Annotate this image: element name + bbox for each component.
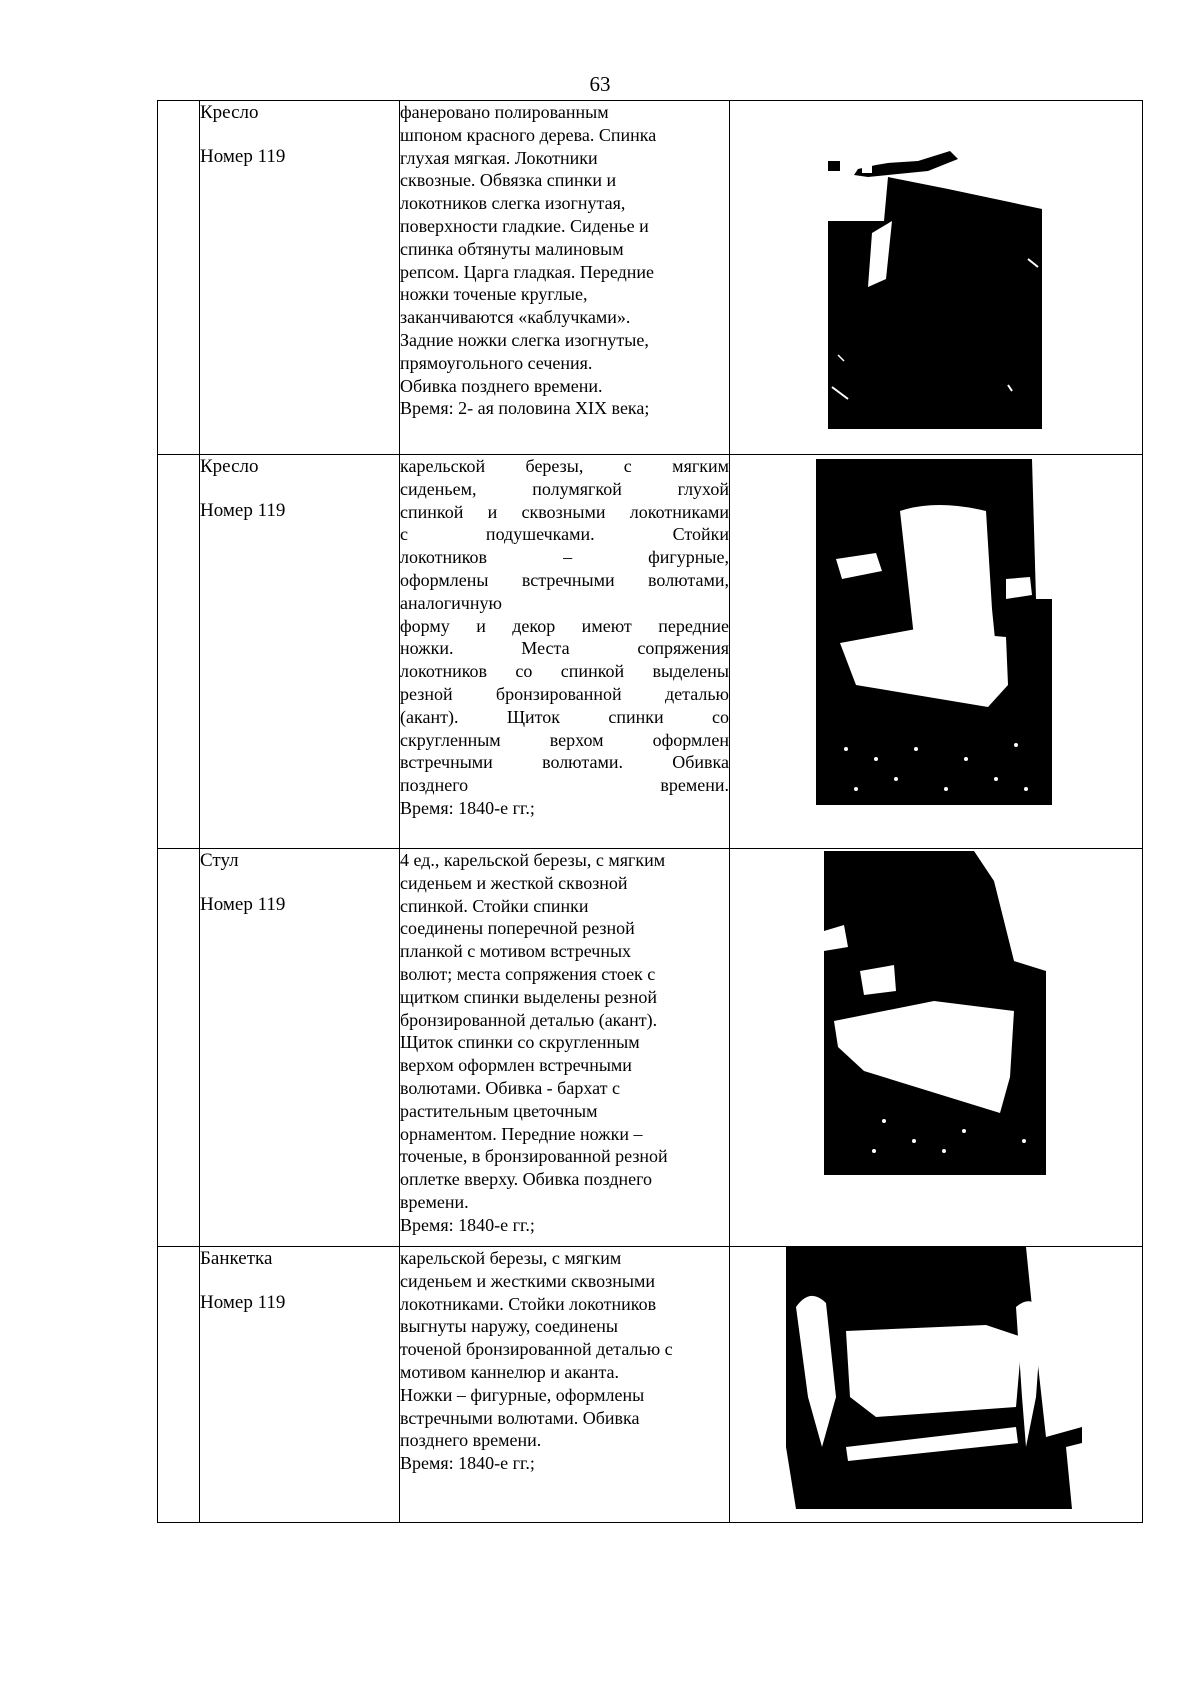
description-line: растительным цветочным bbox=[400, 1100, 598, 1121]
item-name: Кресло bbox=[200, 102, 259, 123]
description-line: волютами. Обивка - бархат с bbox=[400, 1077, 620, 1098]
description-line: карельской березы, с мягким bbox=[400, 1248, 622, 1268]
description-line: соединены поперечной резной bbox=[400, 918, 635, 939]
item-photo-cell bbox=[730, 1247, 1143, 1523]
description-line: Время: 1840-е гг.; bbox=[400, 797, 535, 818]
item-description bbox=[400, 1247, 730, 1523]
description-line: форму и декор имеют передние bbox=[400, 615, 729, 636]
description-line: заканчиваются «каблучками». bbox=[400, 307, 631, 328]
item-description bbox=[400, 455, 730, 849]
table-row bbox=[158, 1247, 1143, 1523]
item-photo-cell bbox=[730, 849, 1143, 1247]
chair-photo bbox=[824, 851, 1046, 1175]
description-line: встречными волютами. Обивка bbox=[400, 752, 729, 773]
item-number: Номер 119 bbox=[200, 500, 286, 521]
description-line: встречными волютами. Обивка bbox=[400, 1407, 640, 1428]
index-cell bbox=[158, 849, 200, 1247]
description-line: фанеровано полированным bbox=[400, 102, 609, 122]
description-line: планкой с мотивом встречных bbox=[400, 941, 632, 962]
description-line: карельской березы, с мягким bbox=[400, 456, 729, 476]
table-row bbox=[158, 455, 1143, 849]
description-line: выгнуты наружу, соединены bbox=[400, 1316, 618, 1337]
description-line: спинкой. Стойки спинки bbox=[400, 895, 589, 916]
item-photo-cell bbox=[730, 455, 1143, 849]
description-line: глухая мягкая. Локотники bbox=[400, 147, 598, 168]
armchair-photo bbox=[828, 129, 1042, 429]
description-line: Задние ножки слегка изогнутые, bbox=[400, 329, 649, 350]
inventory-table bbox=[157, 100, 1143, 1523]
page-number: 63 bbox=[589, 72, 611, 96]
description-line: позднего времени. bbox=[400, 775, 729, 796]
description-line: спинкой и сквозными локотниками bbox=[400, 501, 729, 522]
description-line: точеные, в бронзированной резной bbox=[400, 1146, 668, 1167]
description-line: сиденьем и жесткими сквозными bbox=[400, 1270, 655, 1291]
description-line: мотивом каннелюр и аканта. bbox=[400, 1361, 620, 1382]
item-name-cell bbox=[200, 101, 400, 455]
description-line: Щиток спинки со скругленным bbox=[400, 1032, 640, 1053]
item-photo-cell bbox=[730, 101, 1143, 455]
item-description bbox=[400, 849, 730, 1247]
description-line: локотников – фигурные, bbox=[400, 547, 729, 568]
description-line: верхом оформлен встречными bbox=[400, 1055, 632, 1076]
item-name: Стул bbox=[200, 850, 239, 871]
description-line: сквозные. Обвязка спинки и bbox=[400, 170, 617, 191]
item-name-cell bbox=[200, 849, 400, 1247]
description-line: резной бронзированной деталью bbox=[400, 683, 729, 704]
description-line: сиденьем, полумягкой глухой bbox=[400, 478, 729, 499]
description-line: Время: 1840-е гг.; bbox=[400, 1214, 535, 1235]
description-line: 4 ед., карельской березы, с мягким bbox=[400, 850, 666, 870]
armchair-photo bbox=[816, 459, 1052, 805]
description-line: шпоном красного дерева. Спинка bbox=[400, 124, 657, 145]
item-number: Номер 119 bbox=[200, 894, 286, 915]
description-line: ножки точеные круглые, bbox=[400, 284, 588, 305]
description-line: поверхности гладкие. Сиденье и bbox=[400, 215, 649, 236]
description-line: Обивка позднего времени. bbox=[400, 375, 603, 396]
description-line: оплетке вверху. Обивка позднего bbox=[400, 1169, 653, 1190]
description-line: Ножки – фигурные, оформлены bbox=[400, 1384, 645, 1405]
description-line: с подушечками. Стойки bbox=[400, 524, 729, 545]
description-line: (акант). Щиток спинки со bbox=[400, 706, 729, 727]
description-line: времени. bbox=[400, 1191, 469, 1212]
index-cell bbox=[158, 455, 200, 849]
description-line: локотников слегка изогнутая, bbox=[400, 193, 626, 214]
description-line: скругленным верхом оформлен bbox=[400, 729, 729, 750]
description-line: орнаментом. Передние ножки – bbox=[400, 1123, 643, 1144]
description-line: аналогичную bbox=[400, 592, 502, 613]
description-line: сиденьем и жесткой сквозной bbox=[400, 872, 628, 893]
description-line: щитком спинки выделены резной bbox=[400, 986, 658, 1007]
description-line: оформлены встречными волютами, bbox=[400, 569, 729, 590]
index-cell bbox=[158, 1247, 200, 1523]
table-row bbox=[158, 101, 1143, 455]
item-name-cell bbox=[200, 1247, 400, 1523]
description-line: репсом. Царга гладкая. Передние bbox=[400, 261, 655, 282]
description-line: волют; места сопряжения стоек с bbox=[400, 963, 656, 984]
item-name: Банкетка bbox=[200, 1248, 273, 1269]
description-line: локотников со спинкой выделены bbox=[400, 661, 729, 682]
description-line: локотниками. Стойки локотников bbox=[400, 1293, 657, 1314]
description-line: прямоугольного сечения. bbox=[400, 352, 593, 373]
description-line: бронзированной деталью (акант). bbox=[400, 1009, 658, 1030]
description-line: спинка обтянуты малиновым bbox=[400, 238, 624, 259]
description-line: точеной бронзированной деталью с bbox=[400, 1339, 673, 1360]
description-line: Время: 2- ая половина XIX века; bbox=[400, 398, 650, 419]
item-description bbox=[400, 101, 730, 455]
description-line: позднего времени. bbox=[400, 1430, 542, 1451]
bench-photo bbox=[786, 1247, 1082, 1509]
item-name: Кресло bbox=[200, 456, 259, 477]
table-row bbox=[158, 849, 1143, 1247]
item-number: Номер 119 bbox=[200, 1292, 286, 1313]
description-line: ножки. Места сопряжения bbox=[400, 638, 729, 659]
item-number: Номер 119 bbox=[200, 146, 286, 167]
index-cell bbox=[158, 101, 200, 455]
description-line: Время: 1840-е гг.; bbox=[400, 1453, 535, 1474]
item-name-cell bbox=[200, 455, 400, 849]
